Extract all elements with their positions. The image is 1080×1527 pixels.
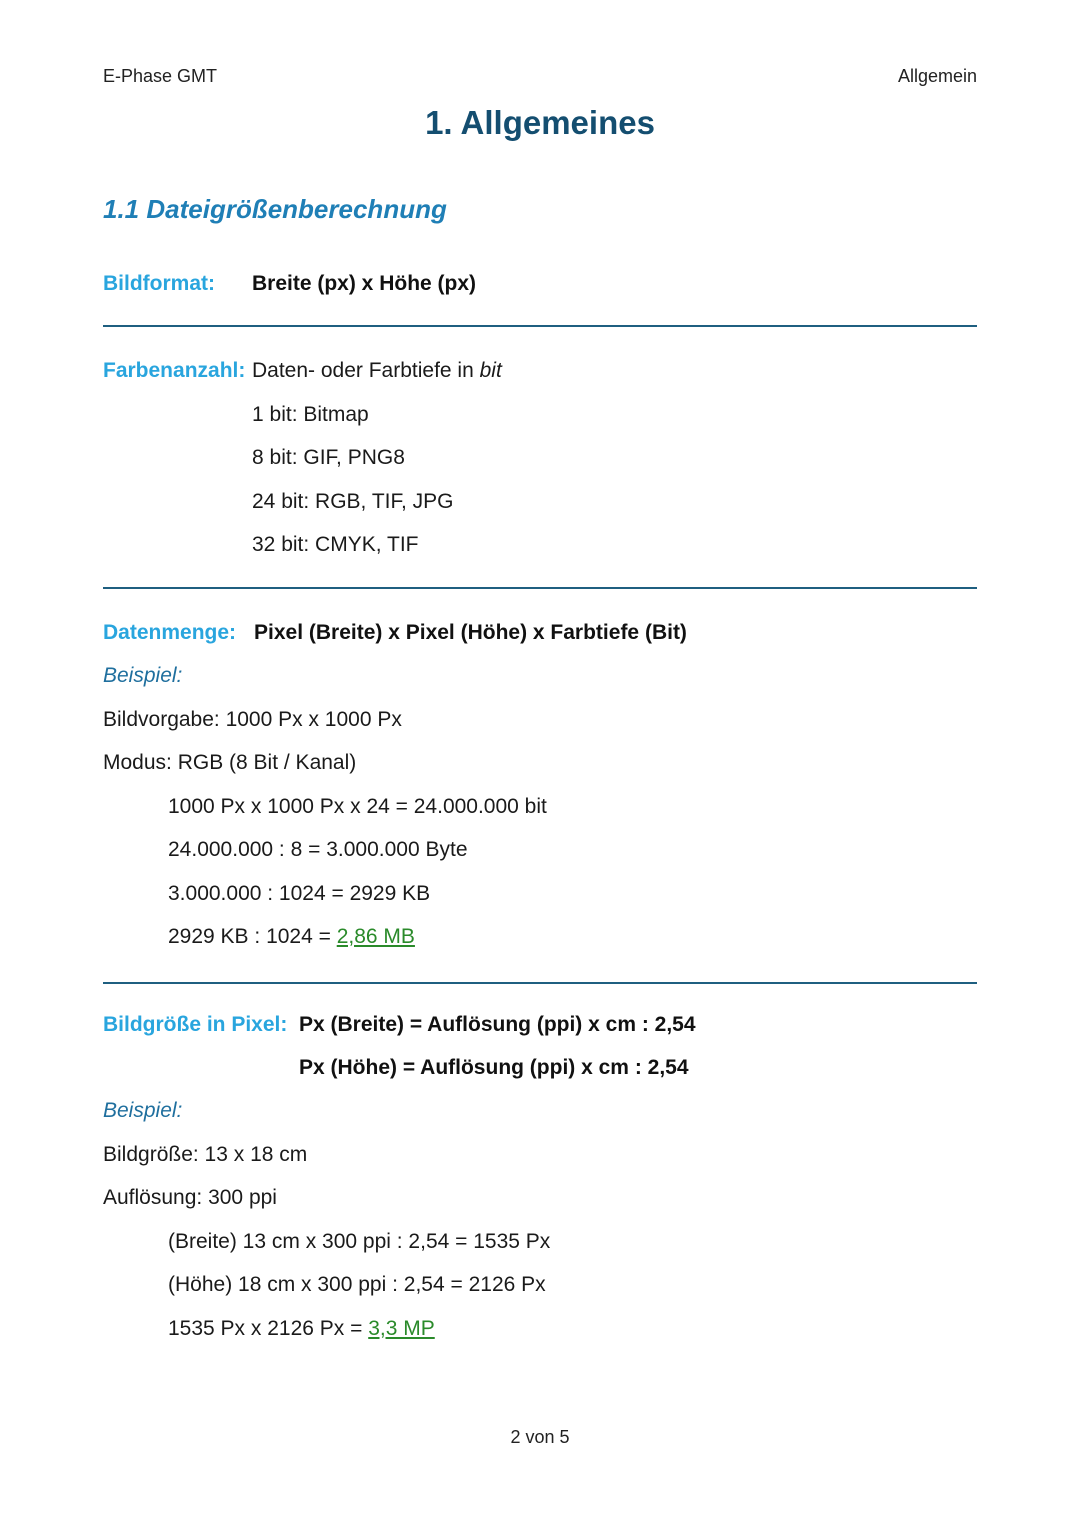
section-title: 1.1 Dateigrößenberechnung [103,194,447,224]
example-line: Bildvorgabe: 1000 Px x 1000 Px [103,708,402,731]
header-left: E-Phase GMT [103,66,218,86]
bildgroesse-formula-height: Px (Höhe) = Auflösung (ppi) x cm : 2,54 [299,1056,689,1079]
example-line: Bildgröße: 13 x 18 cm [103,1143,308,1166]
divider [103,982,977,984]
calc-line: 24.000.000 : 8 = 3.000.000 Byte [168,838,468,861]
farbenanzahl-label: Farbenanzahl: [103,359,246,382]
calc-line: 3.000.000 : 1024 = 2929 KB [168,882,431,905]
calc-line: 1000 Px x 1000 Px x 24 = 24.000.000 bit [168,795,547,818]
calc-result-line [168,925,415,949]
example-line: Auflösung: 300 ppi [103,1186,277,1209]
bildformat-label: Bildformat: [103,272,215,295]
page-title: 1. Allgemeines [425,104,655,141]
calc-line: (Höhe) 18 cm x 300 ppi : 2,54 = 2126 Px [168,1273,546,1296]
bildgroesse-label: Bildgröße in Pixel: [103,1013,288,1036]
calc-result-prefix: 2929 KB : 1024 = [168,925,337,948]
example-label: Beispiel: [103,664,183,687]
list-item: 8 bit: GIF, PNG8 [252,446,405,469]
header-right: Allgemein [897,66,977,86]
divider [103,325,977,327]
divider [103,587,977,589]
farbenanzahl-intro-text: Daten- oder Farbtiefe in [252,359,480,382]
farbenanzahl-intro-unit: bit [479,359,502,382]
datenmenge-formula: Pixel (Breite) x Pixel (Höhe) x Farbtiefe (Bit) [254,621,687,644]
farbenanzahl-intro [252,359,502,383]
bildformat-formula: Breite (px) x Höhe (px) [252,272,477,295]
calc-result-prefix: 1535 Px x 2126 Px = [168,1317,369,1340]
result-value: 2,86 MB [336,925,415,948]
calc-line: (Breite) 13 cm x 300 ppi : 2,54 = 1535 Px [168,1230,551,1253]
page-number: 2 von 5 [510,1427,570,1447]
bildgroesse-formula-width: Px (Breite) = Auflösung (ppi) x cm : 2,54 [299,1013,696,1036]
calc-result-line [168,1317,435,1341]
list-item: 1 bit: Bitmap [252,403,369,426]
result-value: 3,3 MP [368,1317,435,1340]
datenmenge-label: Datenmenge: [103,621,237,644]
example-line: Modus: RGB (8 Bit / Kanal) [103,751,357,774]
list-item: 32 bit: CMYK, TIF [252,533,419,556]
list-item: 24 bit: RGB, TIF, JPG [252,490,454,513]
example-label: Beispiel: [103,1099,183,1122]
